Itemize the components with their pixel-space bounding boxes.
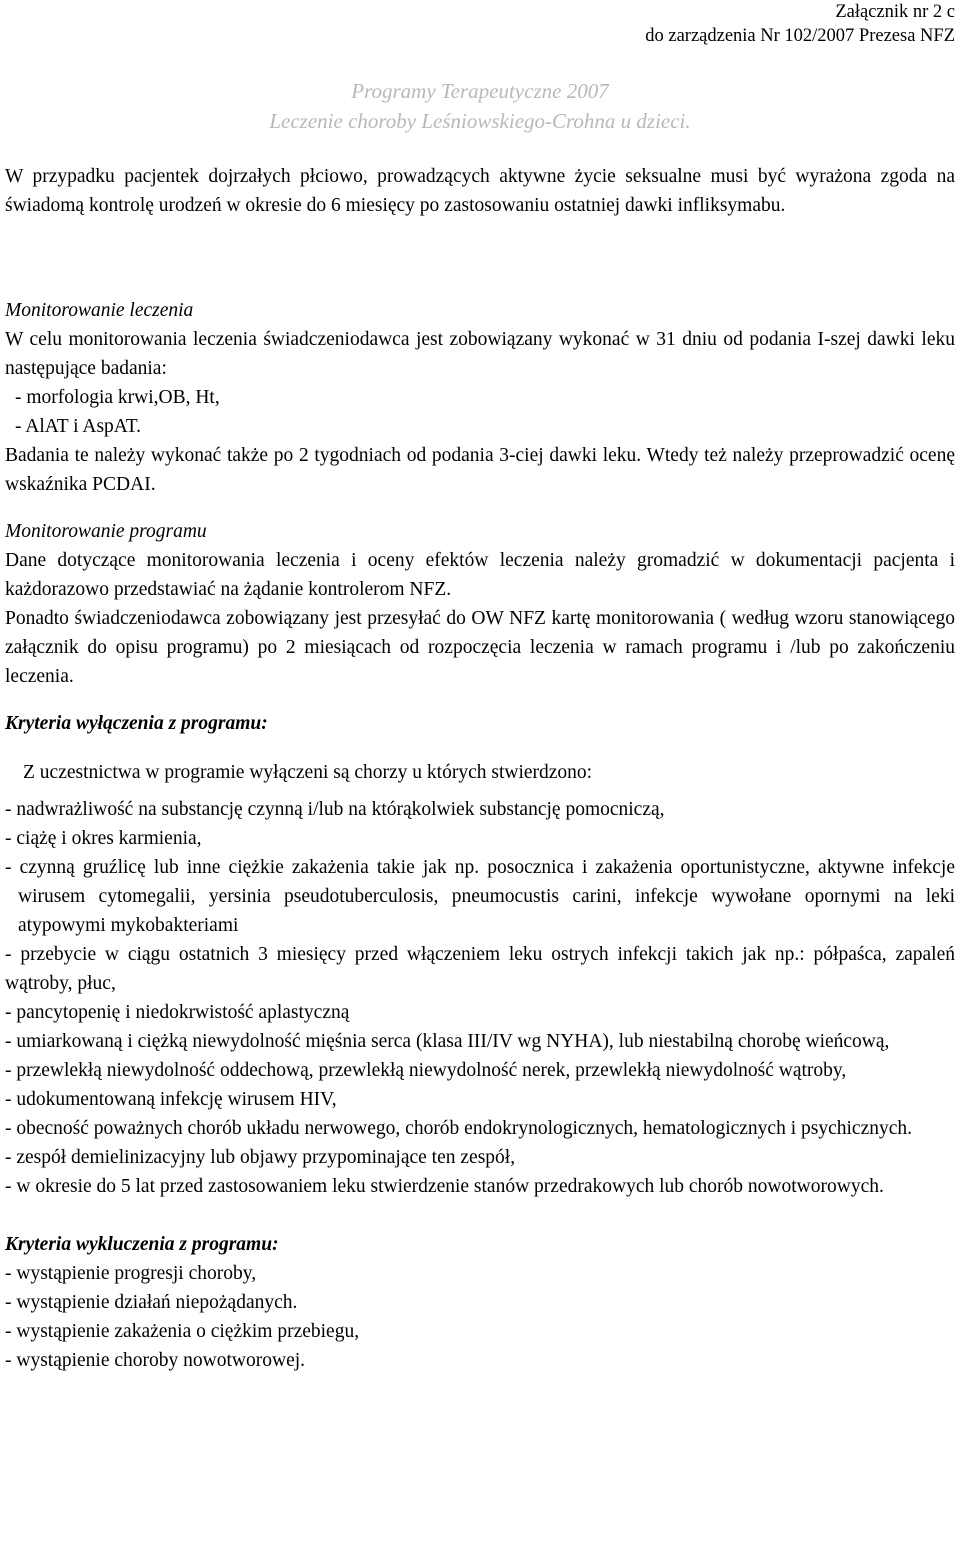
monitoring-program-paragraph: Dane dotyczące monitorowania leczenia i oceny efektów leczenia należy gromadzić w dokumentacji pacjenta i każdorazowo przedstawiać na żądanie kontrolerom NFZ. [5,550,955,600]
exclusion-item: - ciążę i okres karmienia, [5,828,202,849]
attachment-number: Załącznik nr 2 c [835,2,955,22]
exclusion-item: - pancytopenię i niedokrwistość aplastyczną [5,1002,350,1023]
monitoring-treatment-intro: W celu monitorowania leczenia świadczeniodawca jest zobowiązany wykonać w 31 dniu od podania I-szej dawki leku następujące badania: [5,329,955,379]
monitoring-note: Badania te należy wykonać także po 2 tygodniach od podania 3-ciej dawki leku. Wtedy też należy przeprowadzić ocenę wskaźnika PCDAI. [5,445,955,495]
exclusion-item: - przebycie w ciągu ostatnich 3 miesięcy przed włączeniem leku ostrych infekcji takich jak np.: półpaśca, zapaleń wątroby, płuc, [5,944,955,994]
exclusion-item: - udokumentowaną infekcję wirusem HIV, [5,1089,337,1110]
removal-item: - wystąpienie choroby nowotworowej. [5,1350,306,1371]
exclusion-item: - nadwrażliwość na substancję czynną i/lub na którąkolwiek substancję pomocniczą, [5,799,665,820]
removal-heading: Kryteria wykluczenia z programu: [5,1234,279,1255]
removal-item: - wystąpienie działań niepożądanych. [5,1292,298,1313]
monitoring-program-paragraph: Ponadto świadczeniodawca zobowiązany jest przesyłać do OW NFZ kartę monitorowania ( według wzoru stanowiącego załącznik do opisu programu) po 2 miesiącach od rozpoczęcia leczenia w ramach programu i /lub po zakończeniu leczenia. [5,608,955,687]
exclusion-heading: Kryteria wyłączenia z programu: [5,713,268,734]
exclusion-item: - zespół demielinizacyjny lub objawy przypominające ten zespół, [5,1147,516,1168]
removal-item: - wystąpienie progresji choroby, [5,1263,257,1284]
intro-paragraph: W przypadku pacjentek dojrzałych płciowo, prowadzących aktywne życie seksualne musi być wyrażona zgoda na świadomą kontrolę urodzeń w okresie do 6 miesięcy po zastosowaniu ostatniej dawki infliksymabu. [5,166,955,216]
decree-reference: do zarządzenia Nr 102/2007 Prezesa NFZ [645,26,955,46]
monitoring-item: - morfologia krwi,OB, Ht, [15,387,220,408]
exclusion-item: - obecność poważnych chorób układu nerwowego, chorób endokrynologicznych, hematologicznych i psychicznych. [5,1118,912,1139]
exclusion-item: - przewlekłą niewydolność oddechową, przewlekłą niewydolność nerek, przewlekłą niewydolność wątroby, [5,1060,847,1081]
monitoring-program-heading: Monitorowanie programu [5,521,207,542]
monitoring-item: - AlAT i AspAT. [15,416,142,437]
monitoring-treatment-heading: Monitorowanie leczenia [5,300,194,321]
attachment-header [645,0,955,48]
program-title-line2: Leczenie choroby Leśniowskiego-Crohna u dzieci. [269,109,691,133]
program-title [0,76,960,136]
exclusion-intro: Z uczestnictwa w programie wyłączeni są chorzy u których stwierdzono: [23,762,593,783]
exclusion-item: - czynną gruźlicę lub inne ciężkie zakażenia takie jak np. posocznica i zakażenia oportunistyczne, aktywne infekcje wirusem cytomegalii, yersinia pseudotuberculosis, pneumocustis carini, infekcje wywołane opornymi na leki atypowymi mykobakteriami [5,857,955,936]
document-body [5,162,955,1375]
program-title-line1: Programy Terapeutyczne 2007 [351,79,609,103]
exclusion-item: - w okresie do 5 lat przed zastosowaniem leku stwierdzenie stanów przedrakowych lub chorób nowotworowych. [5,1176,884,1197]
removal-item: - wystąpienie zakażenia o ciężkim przebiegu, [5,1321,360,1342]
exclusion-item: - umiarkowaną i ciężką niewydolność mięśnia serca (klasa III/IV wg NYHA), lub niestabilną chorobę wieńcową, [5,1031,890,1052]
